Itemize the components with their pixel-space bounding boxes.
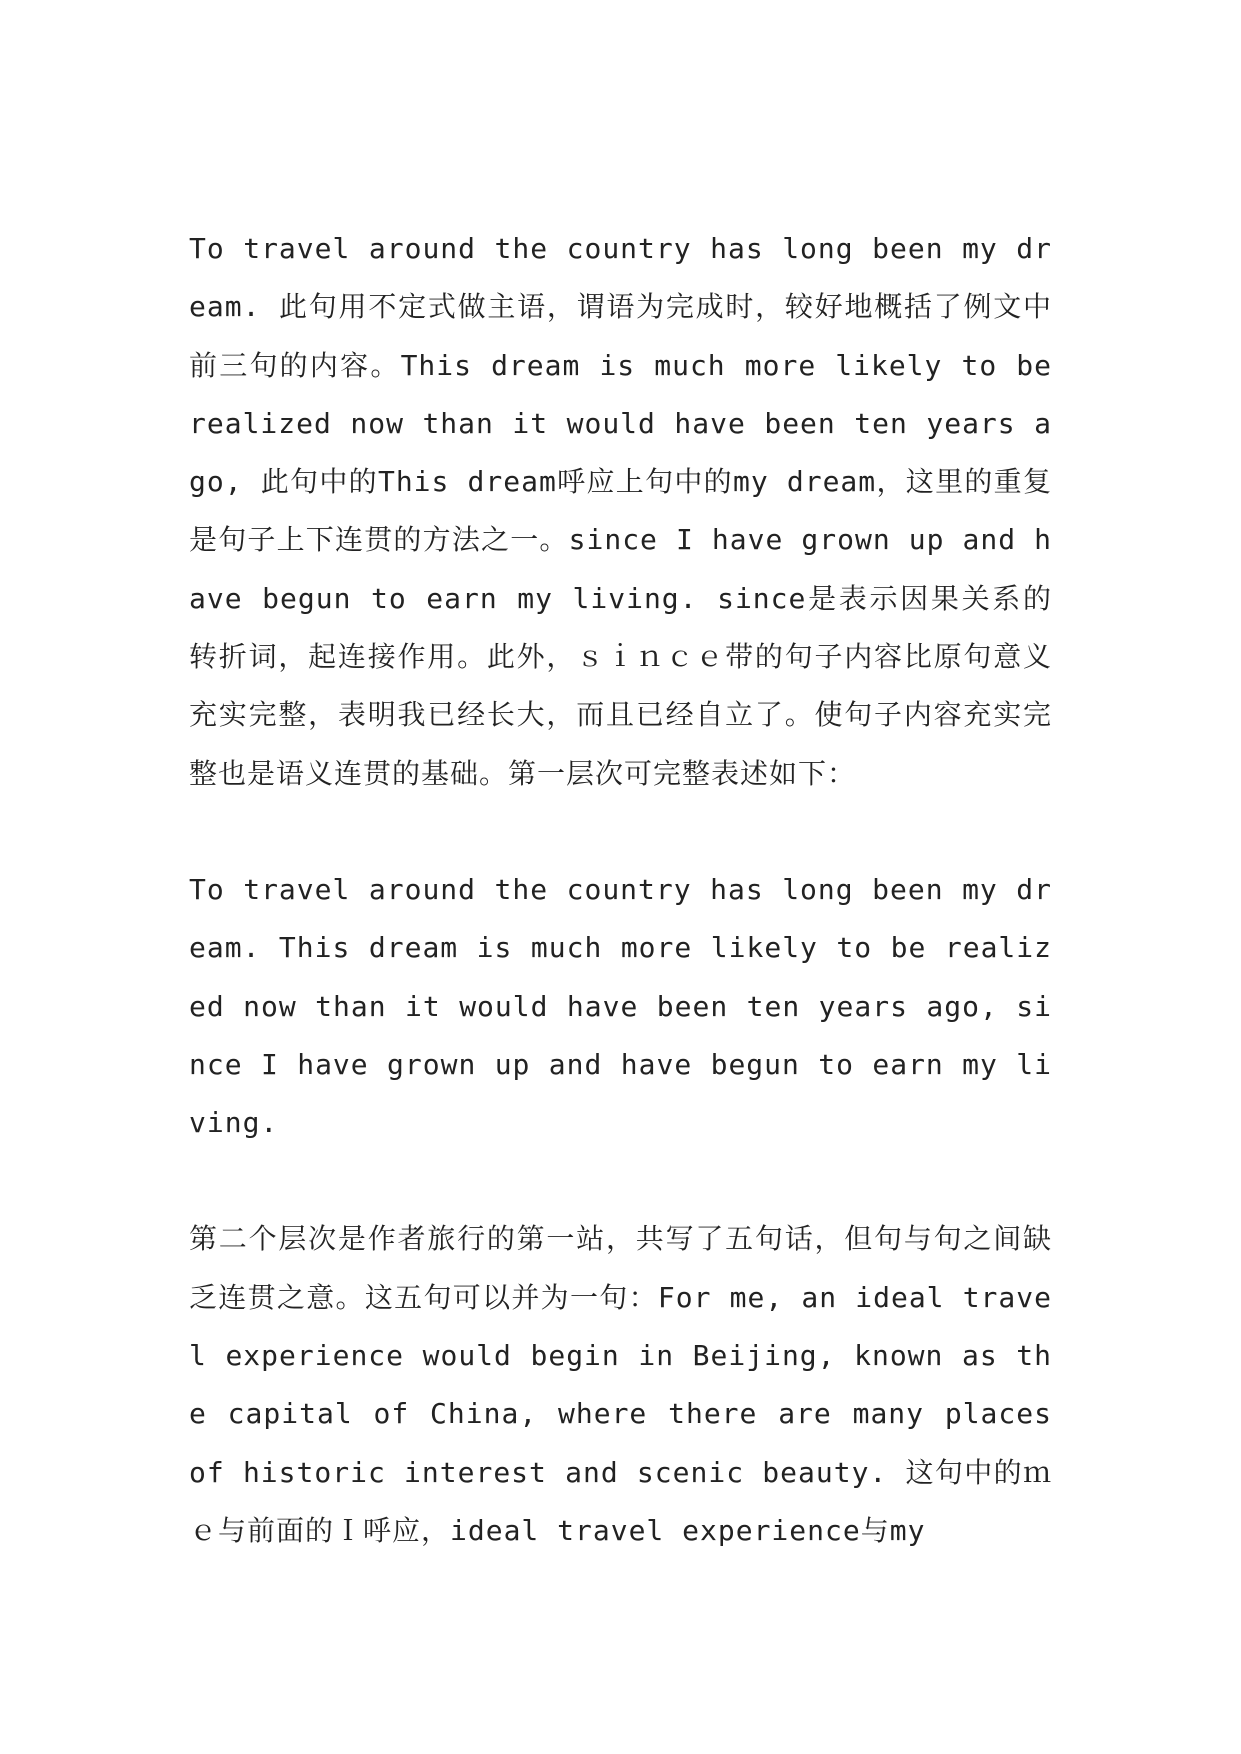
document-body (189, 220, 1052, 1560)
paragraph-spacer (189, 1152, 1052, 1210)
paragraph-2: To travel around the country has long been my dream. This dream is much more likely to be realized now than it would have been ten years ago, since I have grown up and have begun to earn my living. (189, 872, 1052, 1140)
paragraph-3: 第二个层次是作者旅行的第一站，共写了五句话，但句与句之间缺乏连贯之意。这五句可以并为一句：For me, an ideal travel experience would begin in Beijing, known as the capital of China, where there are many places of historic interest and scenic beauty. 这句中的ｍｅ与前面的Ｉ呼应，ideal travel experience与my (189, 1222, 1052, 1547)
paragraph-spacer (189, 803, 1052, 861)
paragraph-1: To travel around the country has long been my dream. 此句用不定式做主语，谓语为完成时，较好地概括了例文中前三句的内容。This dream is much more likely to be realized now than it would have been ten years ago, 此句中的This dream呼应上句中的my dream，这里的重复是句子上下连贯的方法之一。since I have grown up and have begun to earn my living. since是表示因果关系的转折词，起连接作用。此外，ｓｉｎｃｅ带的句子内容比原句意义充实完整，表明我已经长大，而且已经自立了。使句子内容充实完整也是语义连贯的基础。第一层次可完整表述如下： (189, 232, 1052, 790)
